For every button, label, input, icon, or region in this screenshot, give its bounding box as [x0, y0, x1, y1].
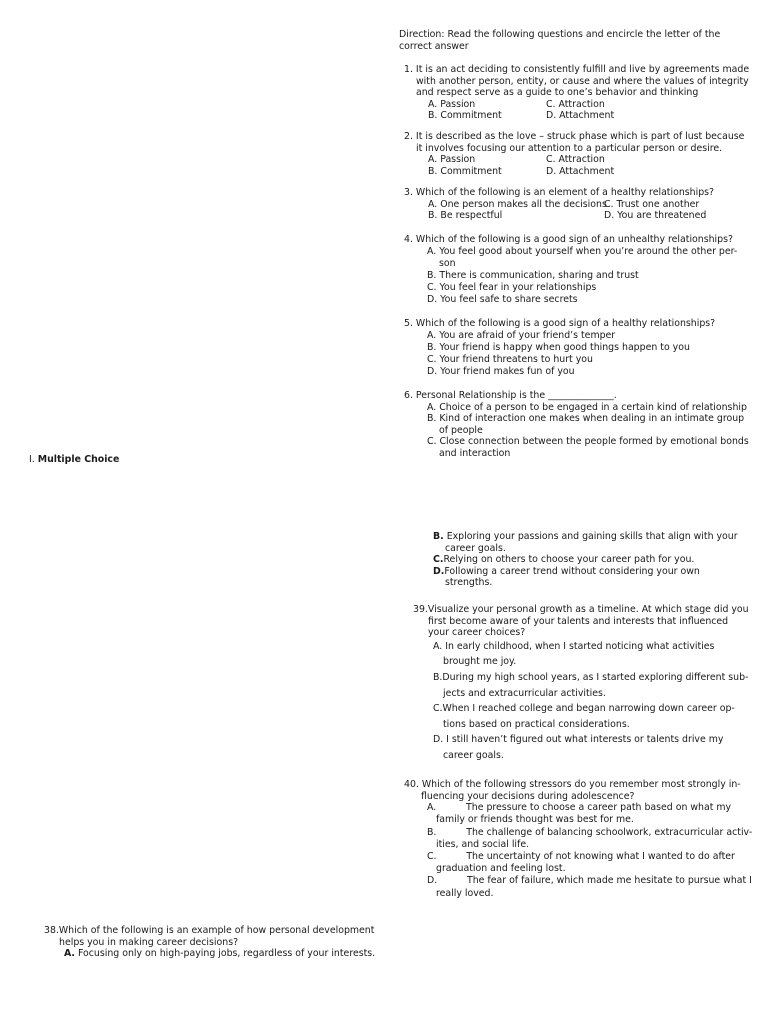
option-c-continued: and interaction: [439, 447, 511, 459]
question-stem: 5. Which of the following is a good sign of a healthy relationships?: [404, 318, 716, 329]
question-stem: first become aware of your talents and interests that influenced: [428, 615, 729, 627]
option-b: Exploring your passions and gaining skills that align with your: [446, 531, 738, 542]
section-title: Multiple Choice: [37, 454, 120, 465]
option-d: D. I still haven’t figured out what interests or talents drive my: [433, 734, 724, 746]
option-a-continued: son: [439, 257, 456, 269]
option-c-continued: tions based on practical considerations.: [443, 718, 630, 730]
option-c: C. Trust one another: [604, 198, 700, 210]
option-d: D. You are threatened: [604, 210, 707, 222]
option-c: Relying on others to choose your career path for you.: [443, 554, 695, 566]
option-a: A. In early childhood, when I started noticing what activities: [433, 640, 715, 652]
option-d: D. Attachment: [546, 110, 615, 122]
option-b: B. Your friend is happy when good things happen to you: [427, 341, 690, 353]
option-d: D. The fear of failure, which made me hesitate to pursue what I: [427, 875, 752, 887]
option-d: D. Attachment: [546, 165, 615, 177]
option-letter: B.: [433, 531, 444, 542]
question-stem: helps you in making career decisions?: [59, 936, 239, 948]
option-c: C. Close connection between the people formed by emotional bonds: [427, 436, 749, 448]
option-a: A. Choice of a person to be engaged in a certain kind of relationship: [427, 401, 747, 413]
question-38: [44, 925, 375, 960]
question-38-continued: [433, 531, 738, 589]
option-c: C. Your friend threatens to hurt you: [427, 354, 593, 365]
question-stem: with another person, entity, or cause and where the values of integrity: [416, 75, 749, 87]
option-b: B. Be respectful: [428, 210, 503, 222]
question-stem: 3. Which of the following is an element of a healthy relationships?: [404, 187, 715, 198]
direction: [399, 29, 720, 52]
option-c: C. Attraction: [546, 98, 605, 110]
question-stem: 39.Visualize your personal growth as a timeline. At which stage did you: [413, 604, 749, 615]
option-a: A. Passion: [428, 154, 476, 166]
section-numeral: I.: [29, 454, 35, 465]
option-c: C. The uncertainty of not knowing what I wanted to do after: [427, 851, 735, 862]
option-b: B. Commitment: [428, 165, 502, 177]
option-a-continued: family or friends thought was best for me.: [436, 814, 634, 826]
direction-line: Direction: Read the following questions and encircle the letter of the: [399, 29, 721, 40]
question-stem: 1. It is an act deciding to consistently fulfill and live by agreements made: [404, 64, 750, 75]
question-stem: 4. Which of the following is a good sign of an unhealthy relationships?: [404, 234, 733, 245]
question-stem: 38.Which of the following is an example of how personal development: [44, 925, 375, 936]
option-b-continued: jects and extracurricular activities.: [443, 687, 606, 699]
option-b-continued: career goals.: [445, 542, 506, 554]
option-b: B. Commitment: [428, 110, 502, 122]
option-b: B.During my high school years, as I started exploring different sub-: [433, 671, 749, 683]
option-d: Following a career trend without considering your own: [444, 565, 700, 577]
option-c: C. You feel fear in your relationships: [427, 282, 597, 294]
question-1: [404, 64, 749, 122]
question-40: [404, 779, 752, 900]
option-letter: A.: [64, 948, 75, 960]
question-stem: fluencing your decisions during adolescence?: [421, 790, 635, 802]
question-3: [404, 187, 714, 222]
section-heading: [29, 454, 119, 466]
option-a: A. You are afraid of your friend’s temper: [427, 329, 616, 341]
option-b: B. Kind of interaction one makes when dealing in an intimate group: [427, 413, 745, 425]
option-a: A. The pressure to choose a career path based on what my: [427, 802, 732, 814]
option-letter: D.: [433, 565, 445, 577]
direction-line: correct answer: [399, 40, 469, 52]
option-b-continued: ities, and social life.: [436, 838, 530, 850]
option-d: D. You feel safe to share secrets: [427, 294, 578, 306]
option-d: D. Your friend makes fun of you: [427, 366, 575, 378]
question-5: [404, 318, 715, 378]
question-4: [404, 234, 737, 307]
question-6: [404, 390, 749, 460]
option-b: B. There is communication, sharing and trust: [427, 270, 639, 281]
option-b-continued: of people: [439, 424, 483, 436]
option-c: C. Attraction: [546, 154, 605, 166]
question-2: [404, 131, 744, 177]
option-a: A. Passion: [428, 98, 476, 110]
option-c: C.When I reached college and began narrowing down career op-: [433, 703, 735, 715]
question-39: [413, 604, 749, 764]
option-c-continued: graduation and feeling lost.: [436, 863, 566, 875]
option-b: B. The challenge of balancing schoolwork, extracurricular activ-: [427, 826, 753, 838]
option-a-continued: brought me joy.: [443, 656, 517, 668]
option-letter: C.: [433, 554, 444, 566]
option-a: Focusing only on high-paying jobs, regardless of your interests.: [77, 948, 376, 960]
option-a: A. One person makes all the decisions: [428, 198, 607, 210]
option-d-continued: really loved.: [436, 887, 494, 899]
question-stem: and respect serve as a guide to one’s behavior and thinking: [416, 87, 699, 99]
option-d-continued: career goals.: [443, 749, 504, 761]
option-d-continued: strengths.: [445, 577, 493, 589]
question-stem: it involves focusing our attention to a particular person or desire.: [416, 142, 723, 154]
option-a: A. You feel good about yourself when you’re around the other per-: [427, 245, 738, 257]
question-stem: your career choices?: [428, 627, 526, 639]
question-stem: 2. It is described as the love – struck phase which is part of lust because: [404, 131, 745, 142]
question-stem: 6. Personal Relationship is the ______________.: [404, 390, 617, 401]
question-stem: 40. Which of the following stressors do you remember most strongly in-: [404, 779, 741, 790]
